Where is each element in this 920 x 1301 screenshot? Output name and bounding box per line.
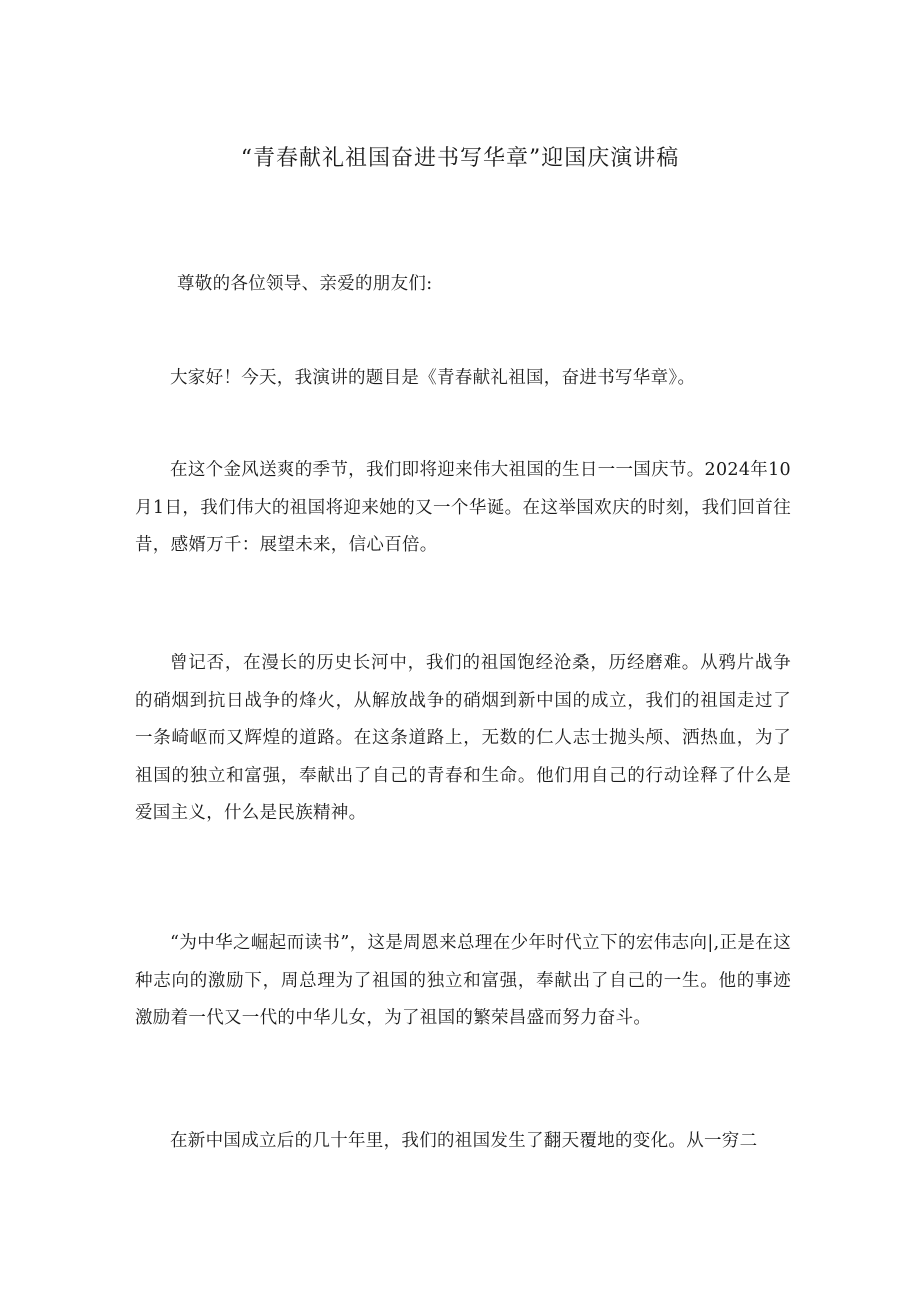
paragraph-intro: 大家好！今天，我演讲的题目是《青春献礼祖国，奋进书写华章》。 (170, 368, 696, 388)
greeting-line: 尊敬的各位领导、亲爱的朋友们: (177, 274, 433, 294)
paragraph-zhou-enlai: “为中华之崛起而读书”，这是周恩来总理在少年时代立下的宏伟志向|,正是在这种志向的激励下，周总理为了祖国的独立和富强，奉献出了自己的一生。他的事迹激励着一代又一代的中华儿女，为了祖国的繁荣昌盛而努力奋斗。 (135, 933, 791, 1028)
paragraph-history: 曾记否，在漫长的历史长河中，我们的祖国饱经沧桑，历经磨难。从鸦片战争的硝烟到抗日战争的烽火，从解放战争的硝烟到新中国的成立，我们的祖国走过了一条崎岖而又辉煌的道路。在这条道路上，无数的仁人志士抛头颅、洒热血，为了祖国的独立和富强，奉献出了自己的青春和生命。他们用自己的行动诠释了什么是爱国主义，什么是民族精神。 (135, 653, 791, 823)
paragraph-new-china: 在新中国成立后的几十年里，我们的祖国发生了翻天覆地的变化。从一穷二 (170, 1131, 758, 1151)
paragraph-national-day: 在这个金风送爽的季节，我们即将迎来伟大祖国的生日一一国庆节。2024年10月1日，我们伟大的祖国将迎来她的又一个华诞。在这举国欢庆的时刻，我们回首往昔，感婿万千：展望未来，信心百倍。 (135, 460, 791, 555)
document-title: “青春献礼祖国奋进书写华章”迎国庆演讲稿 (240, 146, 680, 171)
